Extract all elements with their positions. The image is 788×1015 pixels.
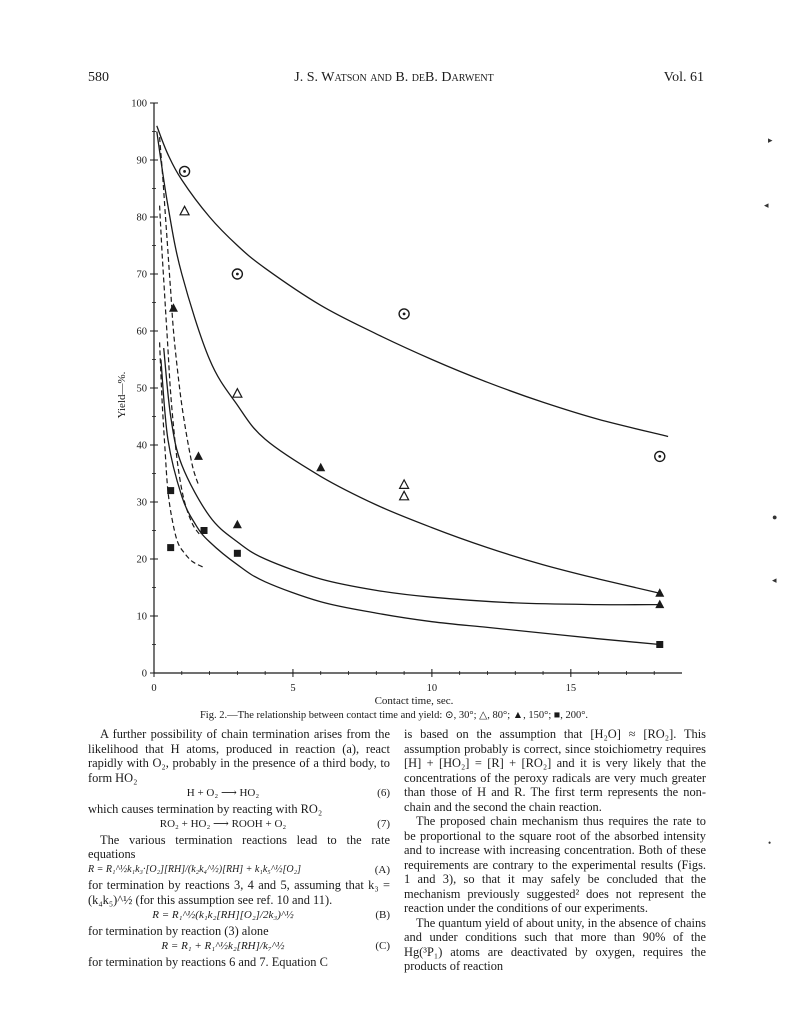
equation-expression: R = R₁ + R₁^½k₂[RH]/k₇^½ [161, 940, 285, 952]
y-tick-label: 70 [136, 269, 147, 281]
y-tick-label: 40 [136, 440, 147, 452]
axis-labels [116, 371, 454, 707]
y-tick-label: 50 [136, 383, 147, 395]
data-point-30deg-center [658, 455, 661, 458]
data-point-200deg [167, 544, 174, 551]
x-tick-label: 15 [565, 683, 577, 694]
fitted-curve [164, 348, 660, 605]
equation-number: (C) [375, 940, 390, 952]
equation-expression: H + O₂ ⟶ HO₂ [186, 787, 260, 799]
data-point-150deg [233, 520, 242, 529]
y-tick-label: 90 [136, 155, 147, 167]
equation-number: (6) [377, 787, 390, 799]
equation-A [88, 863, 390, 878]
running-header-authors: J. S. Watson and B. deB. Darwent [294, 70, 494, 85]
data-point-80deg [233, 389, 242, 398]
paragraph: The proposed chain mechanism thus requires the rate to be proportional to the square root of the absorbed intensity and to increase with increasing concentration. Both of these requirements are contrary to the experimental results (Figs. 1 and 3), so that it may safely be concluded that the mechanism previously suggested² does not represent the reaction under the conditions of our experiments. [404, 814, 706, 915]
scan-speck: ● [772, 512, 778, 522]
y-tick-label: 10 [136, 611, 147, 623]
y-tick-label: 100 [131, 98, 147, 110]
x-tick-label: 10 [426, 683, 438, 694]
paragraph: The quantum yield of about unity, in the absence of chains and under conditions such that more than 90% of the Hg(³P₁) atoms are deactivated by oxygen, requires the products of reaction [404, 915, 706, 973]
equation-expression: R = R₁^½(k₁k₂[RH][O₂]/2k₃)^½ [152, 909, 294, 921]
figure-caption: Fig. 2.—The relationship between contact time and yield: ⊙, 30°; △, 80°; ▲, 150°; ■, 200°. [199, 710, 589, 721]
equation-number: (B) [375, 909, 390, 921]
data-point-80deg [400, 480, 409, 489]
y-axis-label: Yield—%. [116, 371, 128, 419]
page-number: 580 [88, 70, 109, 85]
paragraph: is based on the assumption that [H₂O] ≈ [RO₂]. This assumption probably is correct, since stoichiometry requires [H] + [HO₂] = [R] + [RO₂] and it is very likely that the concentrations of the peroxy radicals are very much greater than those of H and R. The first term represents the non-chain and the second the chain reaction. [404, 727, 706, 814]
scan-speck: ◂ [772, 575, 777, 585]
data-points [167, 166, 665, 648]
data-point-200deg [167, 487, 174, 494]
volume-label: Vol. 61 [663, 70, 704, 85]
x-tick-label: 5 [290, 683, 296, 694]
data-point-30deg-center [236, 273, 239, 276]
paragraph: which causes termination by reacting with RO₂ [88, 801, 323, 816]
y-tick-label: 80 [136, 212, 147, 224]
equation-B [88, 908, 390, 923]
left-text-column [88, 727, 390, 969]
scan-speck: ◂ [764, 200, 769, 210]
paragraph: A further possibility of chain termination arises from the likelihood that H atoms, produced in reaction (a), react rapidly with O₂, probably in the presence of a third body, to form HO₂ [88, 727, 390, 785]
fitted-curve [157, 126, 668, 437]
paragraph: for termination by reaction (3) alone [88, 923, 269, 938]
equation-expression: R = R₁^½k₁k₃·[O₂][RH]/(k₂k₄^½)[RH] + k₁k₅^½[O₂] [88, 863, 301, 875]
x-axis-label: Contact time, sec. [374, 695, 454, 707]
data-point-200deg [656, 641, 663, 648]
y-tick-label: 20 [136, 554, 147, 566]
fitted-curve [157, 132, 660, 594]
equation-number: (7) [377, 818, 390, 830]
x-tick-label: 0 [151, 683, 157, 694]
scan-speck: • [768, 838, 772, 848]
right-text-column [404, 727, 706, 974]
data-point-150deg [316, 463, 325, 472]
equation-expression: RO₂ + HO₂ ⟶ ROOH + O₂ [159, 818, 287, 830]
data-point-30deg-center [403, 313, 406, 316]
equation-number: (A) [374, 863, 390, 876]
equation-6 [88, 786, 390, 801]
fitted-curves [157, 126, 668, 645]
data-point-80deg [400, 491, 409, 500]
data-point-150deg [194, 451, 203, 460]
paragraph: The various termination reactions lead to the rate equations [88, 832, 390, 861]
data-point-200deg [234, 550, 241, 557]
paragraph: for termination by reactions 3, 4 and 5, assuming that k₃ = (k₄k₅)^½ (for this assumption see ref. 10 and 11). [88, 878, 390, 907]
scan-speck: ▸ [768, 135, 773, 145]
equation-C [88, 939, 390, 954]
data-point-80deg [180, 206, 189, 215]
data-point-30deg-center [183, 170, 186, 173]
data-point-150deg [655, 600, 664, 609]
paragraph: for termination by reactions 6 and 7. Equation C [88, 954, 328, 969]
y-tick-label: 30 [136, 497, 147, 509]
y-tick-label: 0 [141, 668, 147, 680]
data-point-150deg [169, 303, 178, 312]
equation-7 [88, 817, 390, 832]
data-point-200deg [201, 527, 208, 534]
y-tick-label: 60 [136, 326, 147, 338]
